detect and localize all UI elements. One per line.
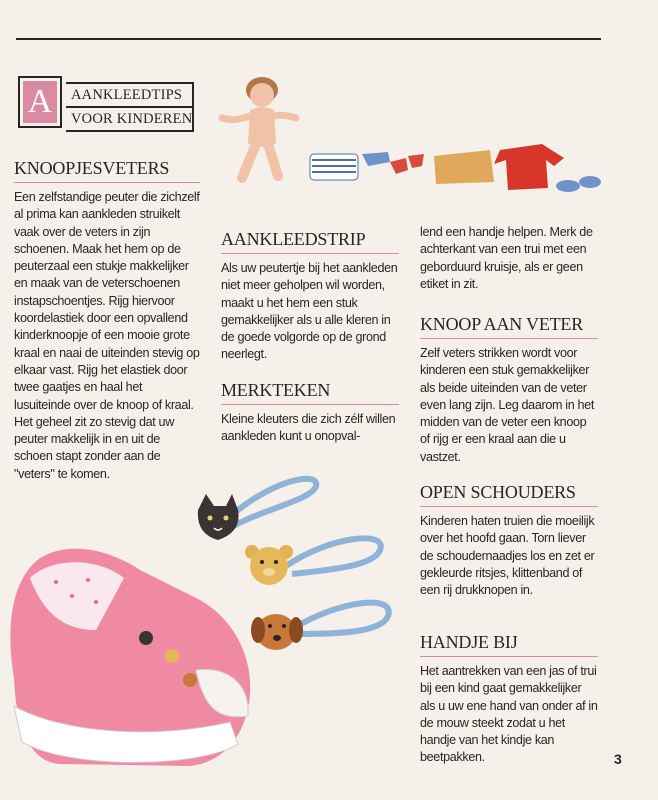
- section-aankleedstrip: [221, 229, 399, 364]
- text-merkteken-part1: Kleine kleuters die zich zélf willen aankleden kunt u onopval-: [221, 412, 396, 444]
- striped-shorts: [310, 154, 358, 180]
- text-open-schouders: Kinderen haten truien die moeilijk over het hoofd gaan. Torn liever de schoudernaadjes los en zet er gekleurde ritsjes, klittenband of een rij drukknopen in.: [420, 514, 595, 598]
- section-title-line1: AANKLEEDTIPS: [71, 87, 183, 103]
- heading-open-schouders: OPEN SCHOUDERS: [420, 482, 576, 502]
- text-knoop-aan-veter: Zelf veters strikken wordt voor kinderen een stuk gemakkelijker als beide uiteinden van de veter even lang zijn. Leg daarom in het midden van de veter een knoop of rijg er een kraal aan die u vastzet.: [420, 346, 594, 464]
- section-merkteken-continued: [420, 224, 598, 293]
- heading-merkteken: MERKTEKEN: [221, 380, 331, 400]
- toddler-clothes-illustration: [212, 70, 607, 198]
- small-blue-shoes: [556, 176, 601, 192]
- section-merkteken: [221, 380, 399, 446]
- heading-underline: [221, 253, 399, 254]
- top-rule: [16, 38, 601, 40]
- dog-button: [251, 614, 303, 650]
- section-letter: A: [23, 81, 57, 123]
- toddler-figure: [222, 77, 296, 178]
- text-handje-bij: Het aantrekken van een jas of trui bij een kind gaat gemakkelijker als u uw ene hand van onder af in de mouw steekt zodat u het handje van het kindje kan beetpakken.: [420, 664, 598, 765]
- heading-underline: [420, 656, 598, 657]
- section-knoopjesveters: [14, 158, 200, 483]
- cat-button: [198, 494, 239, 540]
- pink-shoe: [10, 549, 250, 766]
- section-open-schouders: [420, 482, 598, 599]
- section-handje-bij: [420, 632, 598, 767]
- blue-socks: [362, 152, 390, 166]
- text-merkteken-part2: lend een handje helpen. Merk de achterkant van een trui met een geborduurd kruisje, als er geen etiket in zit.: [420, 225, 593, 291]
- section-knoop-aan-veter: [420, 314, 598, 466]
- shoe-laces-illustration: [0, 470, 410, 770]
- heading-handje-bij: HANDJE BIJ: [420, 632, 518, 652]
- page-number: 3: [614, 751, 622, 767]
- bear-button: [245, 545, 293, 585]
- text-aankleedstrip: Als uw peutertje bij het aankleden niet meer geholpen wil worden, maakt u het hem een stuk gemakkelijker als u alle kleren in de goede volgorde op de grond neerlegt.: [221, 261, 398, 362]
- section-title-box: [66, 82, 194, 132]
- heading-knoop-aan-veter: KNOOP AAN VETER: [420, 314, 584, 334]
- heading-underline: [420, 338, 598, 339]
- red-sweater: [494, 144, 564, 190]
- text-knoopjesveters: Een zelfstandige peuter die zichzelf al prima kan aankleden struikelt vaak over de veters in zijn schoenen. Maak het hem op de peuterzaal een stukje makkelijker en maak van de veterschoenen instapschoentjes. Rijg hiervoor koordelastiek door een opvallend kinderknoopje of een mooie grote kraal en naai de uiteinden stevig op elkaar vast. Rijg het elastiek door twee gaatjes en haal het lusuiteinde over de knoop of kraal. Het geheel zit zo stevig dat uw peuter makkelijk in en uit de schoen stapt zonder aan de "veters" te komen.: [14, 190, 200, 481]
- section-title-line2: VOOR KINDEREN: [66, 106, 192, 130]
- heading-underline: [420, 506, 598, 507]
- heading-underline: [14, 182, 200, 183]
- heading-knoopjesveters: KNOOPJESVETERS: [14, 158, 170, 178]
- heading-underline: [221, 404, 399, 405]
- section-letter-badge: [18, 76, 62, 128]
- red-socks: [390, 154, 424, 174]
- heading-aankleedstrip: AANKLEEDSTRIP: [221, 229, 366, 249]
- tan-trousers: [434, 150, 494, 184]
